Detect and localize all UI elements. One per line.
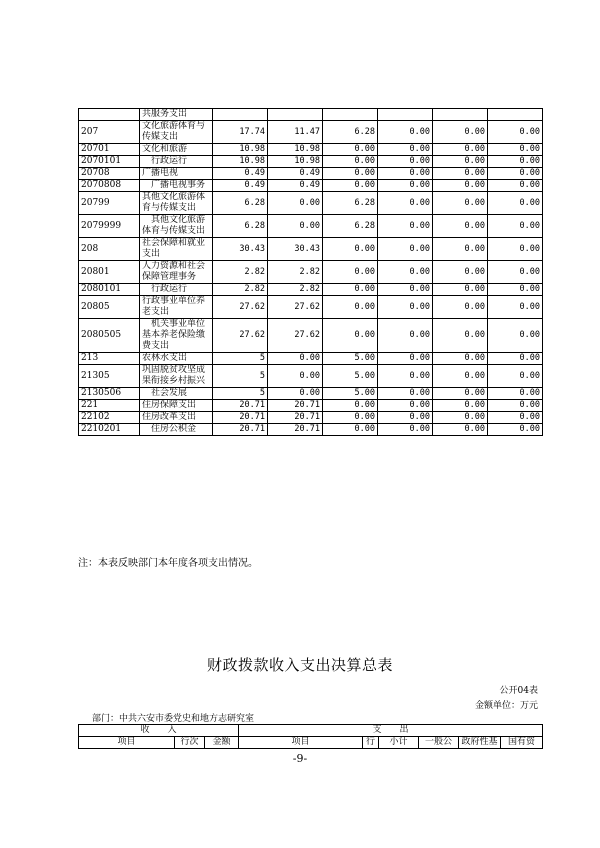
row-name: 农林水支出	[140, 353, 213, 365]
row-value: 0.00	[488, 353, 543, 365]
row-value: 0.00	[268, 365, 323, 388]
row-value: 0.00	[378, 365, 433, 388]
row-value: 2.82	[268, 284, 323, 296]
row-value	[488, 109, 543, 121]
row-value: 0.00	[433, 424, 488, 436]
row-value: 5.00	[323, 353, 378, 365]
table-row	[79, 388, 543, 400]
row-value: 0.00	[488, 180, 543, 192]
row-code: 213	[79, 353, 140, 365]
row-code: 2070101	[79, 156, 140, 168]
row-value: 0.49	[213, 180, 268, 192]
row-value: 20.71	[268, 400, 323, 412]
row-value: 0.00	[323, 412, 378, 424]
row-code: 20708	[79, 168, 140, 180]
row-value: 0.00	[433, 238, 488, 261]
row-value: 27.62	[213, 319, 268, 353]
row-value: 0.00	[488, 284, 543, 296]
row-value: 0.00	[378, 238, 433, 261]
row-value: 2.82	[268, 261, 323, 284]
row-value: 2.82	[213, 261, 268, 284]
row-name: 巩固脱贫攻坚成果衔接乡村振兴	[140, 365, 213, 388]
row-value: 5.00	[323, 365, 378, 388]
table-row	[79, 109, 543, 121]
row-value	[213, 109, 268, 121]
row-value: 0.00	[488, 168, 543, 180]
row-value: 0.00	[323, 168, 378, 180]
table-note: 注：本表反映部门本年度各项支出情况。	[78, 558, 258, 569]
row-value: 20.71	[213, 412, 268, 424]
row-code: 21305	[79, 365, 140, 388]
row-value: 0.00	[488, 365, 543, 388]
row-name: 行政运行	[140, 284, 213, 296]
row-value: 6.28	[323, 192, 378, 215]
row-value: 0.00	[323, 284, 378, 296]
row-value: 5	[213, 353, 268, 365]
row-value: 0.00	[488, 388, 543, 400]
column-header: 国有资	[501, 737, 543, 749]
row-name: 行政运行	[140, 156, 213, 168]
row-name: 行政事业单位养老支出	[140, 296, 213, 319]
row-code: 20701	[79, 144, 140, 156]
row-value: 0.00	[378, 192, 433, 215]
row-value: 0.00	[488, 144, 543, 156]
row-value: 0.00	[433, 144, 488, 156]
row-value: 30.43	[213, 238, 268, 261]
row-value: 10.98	[213, 156, 268, 168]
row-name: 文化和旅游	[140, 144, 213, 156]
table-row	[79, 121, 543, 144]
row-value: 0.00	[433, 412, 488, 424]
row-value: 0.00	[378, 353, 433, 365]
row-value: 0.00	[488, 319, 543, 353]
table-row	[79, 353, 543, 365]
row-value: 0.00	[378, 296, 433, 319]
row-name: 共服务支出	[140, 109, 213, 121]
column-header: 项目	[239, 737, 363, 749]
row-value: 0.00	[433, 261, 488, 284]
row-name: 社会发展	[140, 388, 213, 400]
row-name: 广播电视	[140, 168, 213, 180]
row-value: 27.62	[268, 319, 323, 353]
row-value: 0.00	[378, 284, 433, 296]
table-row	[79, 192, 543, 215]
row-code: 2080101	[79, 284, 140, 296]
row-value: 0.00	[378, 424, 433, 436]
row-code: 2070808	[79, 180, 140, 192]
row-code: 2130506	[79, 388, 140, 400]
column-header: 小计	[379, 737, 419, 749]
row-value: 0.49	[213, 168, 268, 180]
row-value: 0.00	[488, 121, 543, 144]
row-value: 0.00	[323, 296, 378, 319]
form-number: 公开04表	[499, 686, 538, 696]
row-name: 机关事业单位基本养老保险缴费支出	[140, 319, 213, 353]
income-group-header: 收 入	[79, 725, 239, 737]
row-value: 0.00	[378, 156, 433, 168]
row-value: 20.71	[213, 400, 268, 412]
row-name: 其他文化旅游体育与传媒支出	[140, 215, 213, 238]
table-row	[79, 261, 543, 284]
table-row	[79, 180, 543, 192]
row-value: 5.00	[323, 388, 378, 400]
row-value: 0.00	[433, 296, 488, 319]
row-value: 0.00	[378, 400, 433, 412]
row-code	[79, 109, 140, 121]
row-value: 0.00	[433, 215, 488, 238]
row-value	[433, 109, 488, 121]
row-value: 0.00	[268, 192, 323, 215]
row-value: 0.00	[268, 353, 323, 365]
row-value: 5	[213, 365, 268, 388]
table-row	[79, 412, 543, 424]
column-header: 政府性基	[459, 737, 501, 749]
row-value: 0.00	[323, 261, 378, 284]
row-code: 2210201	[79, 424, 140, 436]
row-value	[323, 109, 378, 121]
row-value: 20.71	[268, 424, 323, 436]
row-value	[378, 109, 433, 121]
row-value: 0.00	[323, 400, 378, 412]
row-value: 0.00	[488, 192, 543, 215]
row-name: 住房保障支出	[140, 400, 213, 412]
row-value: 0.00	[488, 296, 543, 319]
row-value: 0.00	[488, 261, 543, 284]
row-value: 0.00	[323, 180, 378, 192]
table-row	[79, 284, 543, 296]
row-value: 10.98	[268, 156, 323, 168]
row-value: 0.00	[378, 121, 433, 144]
row-value: 6.28	[213, 215, 268, 238]
row-value: 0.00	[433, 180, 488, 192]
row-value: 27.62	[268, 296, 323, 319]
table-row	[79, 215, 543, 238]
row-value: 0.00	[433, 388, 488, 400]
column-header: 行次	[175, 737, 205, 749]
row-name: 住房改革支出	[140, 412, 213, 424]
row-value: 0.49	[268, 180, 323, 192]
row-value: 0.00	[378, 168, 433, 180]
row-value: 0.00	[378, 215, 433, 238]
amount-unit: 金额单位：万元	[474, 701, 538, 711]
row-value: 10.98	[213, 144, 268, 156]
row-code: 20799	[79, 192, 140, 215]
row-value: 0.00	[488, 156, 543, 168]
page-title: 财政拨款收入支出决算总表	[206, 656, 393, 674]
row-name: 文化旅游体育与传媒支出	[140, 121, 213, 144]
row-value: 0.00	[323, 156, 378, 168]
row-value: 20.71	[213, 424, 268, 436]
table-row	[79, 144, 543, 156]
table-row	[79, 296, 543, 319]
row-value: 0.00	[433, 319, 488, 353]
row-value: 17.74	[213, 121, 268, 144]
row-value: 0.00	[433, 168, 488, 180]
row-value: 0.00	[433, 400, 488, 412]
row-value: 0.00	[378, 388, 433, 400]
row-value: 0.00	[323, 144, 378, 156]
row-value: 0.00	[378, 319, 433, 353]
column-header: 项目	[79, 737, 175, 749]
column-header-row	[79, 737, 543, 749]
row-value: 0.00	[488, 400, 543, 412]
row-name: 广播电视事务	[140, 180, 213, 192]
row-value: 0.00	[433, 284, 488, 296]
row-value: 0.00	[378, 412, 433, 424]
table-row	[79, 238, 543, 261]
department-label: 部门：中共六安市委党史和地方志研究室	[92, 714, 255, 724]
row-value	[268, 109, 323, 121]
group-header-row	[79, 725, 543, 737]
row-value: 6.28	[213, 192, 268, 215]
row-value: 0.00	[378, 261, 433, 284]
column-header: 一般公	[419, 737, 459, 749]
row-name: 人力资源和社会保障管理事务	[140, 261, 213, 284]
row-code: 2079999	[79, 215, 140, 238]
table-row	[79, 424, 543, 436]
table-row	[79, 168, 543, 180]
row-value: 0.00	[433, 156, 488, 168]
row-value: 10.98	[268, 144, 323, 156]
row-value: 20.71	[268, 412, 323, 424]
row-code: 208	[79, 238, 140, 261]
row-value: 0.00	[323, 424, 378, 436]
table-row	[79, 319, 543, 353]
row-value: 5	[213, 388, 268, 400]
row-value: 0.00	[378, 180, 433, 192]
row-value: 30.43	[268, 238, 323, 261]
expense-group-header: 支 出	[239, 725, 543, 737]
row-code: 22102	[79, 412, 140, 424]
fiscal-summary-table	[78, 724, 543, 749]
row-code: 221	[79, 400, 140, 412]
table-row	[79, 156, 543, 168]
row-value: 0.00	[488, 412, 543, 424]
page-number: -9-	[292, 752, 308, 765]
row-code: 207	[79, 121, 140, 144]
row-value: 6.28	[323, 121, 378, 144]
row-value: 0.00	[268, 388, 323, 400]
row-value: 0.00	[433, 365, 488, 388]
expenditure-table	[78, 108, 543, 436]
row-code: 2080505	[79, 319, 140, 353]
row-value: 0.00	[433, 192, 488, 215]
table-row	[79, 400, 543, 412]
row-value: 0.00	[488, 424, 543, 436]
row-value: 0.00	[488, 215, 543, 238]
row-value: 6.28	[323, 215, 378, 238]
row-value: 0.00	[268, 215, 323, 238]
row-name: 社会保障和就业支出	[140, 238, 213, 261]
row-value: 2.82	[213, 284, 268, 296]
row-value: 0.00	[488, 238, 543, 261]
table-row	[79, 365, 543, 388]
row-code: 20801	[79, 261, 140, 284]
row-value: 0.49	[268, 168, 323, 180]
row-value: 0.00	[378, 144, 433, 156]
row-value: 11.47	[268, 121, 323, 144]
row-value: 27.62	[213, 296, 268, 319]
row-value: 0.00	[323, 238, 378, 261]
column-header: 金额	[205, 737, 239, 749]
row-name: 住房公积金	[140, 424, 213, 436]
row-value: 0.00	[433, 121, 488, 144]
row-name: 其他文化旅游体育与传媒支出	[140, 192, 213, 215]
row-value: 0.00	[433, 353, 488, 365]
row-code: 20805	[79, 296, 140, 319]
row-value: 0.00	[323, 319, 378, 353]
column-header: 行	[363, 737, 379, 749]
